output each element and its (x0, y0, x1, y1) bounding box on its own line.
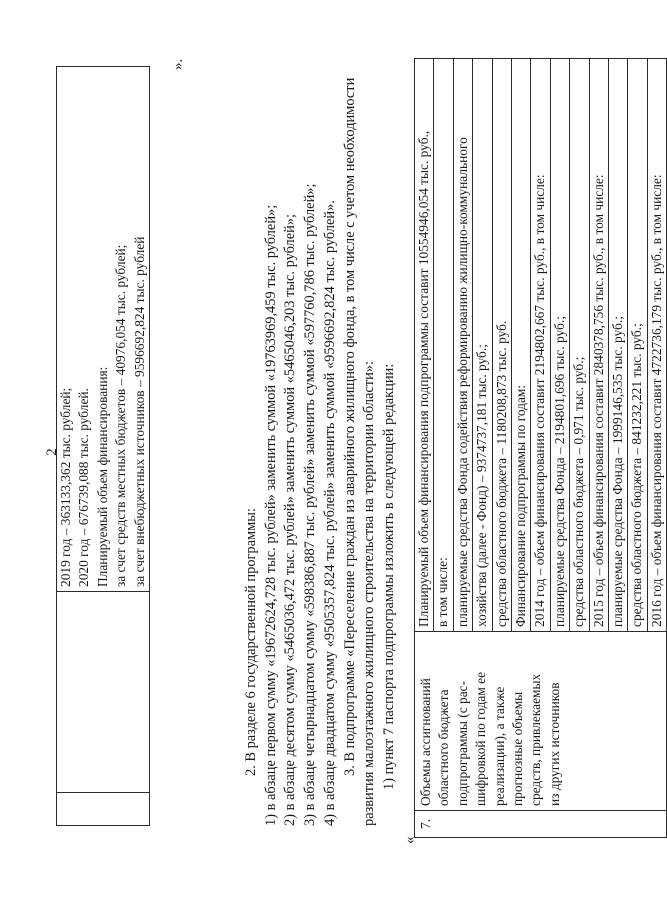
paragraph-line: 4) в абзаце двадцатом сумму «9505357,824 тыс. рублей» заменить суммой «9596692,824 тыс. рублей». (321, 200, 338, 826)
label-line: шифровкой по годам ее (473, 671, 489, 806)
detail-line: в том числе: (434, 59, 453, 631)
label-line: областного бюджета (436, 689, 452, 806)
detail-line: 2015 год – объем финансирования составит 2840378,756 тыс. руб., в том числе: (590, 59, 609, 631)
amendment-text (242, 56, 400, 826)
paragraph-line: 3. В подпрограмме «Переселение граждан из аварийного жилищного фонда, в том числе с учетом необходимости (341, 77, 358, 776)
label-line: реализации), а также (491, 686, 507, 806)
item-number: 7. (415, 811, 667, 838)
financing-details-cell (415, 59, 667, 632)
paragraph-line: 1) пункт 7 паспорта подпрограммы изложить в следующей редакции: (380, 363, 397, 790)
rotated-document-page (20, 42, 664, 862)
detail-line: 2016 год – объем финансирования составит 4722736,179 тыс. руб., в том числе: (648, 174, 664, 627)
label-line: из других источников (546, 682, 562, 806)
label-line: прогнозные объемы (510, 691, 526, 806)
detail-line: 2014 год – объем финансирования составит 2194802,667 тыс. руб., в том числе: (531, 59, 550, 631)
label-line: средств, привлекаемых (528, 673, 544, 806)
empty-number-cell (57, 793, 150, 826)
paragraph-line: 2) в абзаце десятом сумму «5465036,472 тыс. рублей» заменить суммой «5465046,203 тыс. рублей»; (282, 213, 299, 826)
detail-line: планируемые средства Фонда содействия реформированию жилищно-коммунального (454, 59, 473, 631)
paragraph-line: 3) в абзаце четырнадцатом сумму «598386,887 тыс. рублей» заменить суммой «597760,786 тыс. рублей»; (302, 183, 319, 826)
table-line: 2019 год – 363133,362 тыс. рублей; (58, 387, 73, 587)
item-label (415, 632, 667, 811)
page-number: 2 (44, 448, 60, 456)
table-line: за счет средств местных бюджетов – 40976,054 тыс. рублей; (113, 244, 129, 587)
detail-line: планируемые средства Фонда – 2194801,696 тыс. руб.; (551, 59, 570, 631)
closing-quote: ». (170, 58, 186, 70)
detail-line: хозяйства (далее - Фонд) – 9374737,181 тыс. руб.; (473, 59, 492, 631)
detail-line: средства областного бюджета – 1180208,873 тыс. руб. (493, 59, 512, 631)
subprogram-passport-table (414, 58, 667, 838)
empty-label-cell (57, 592, 150, 793)
financing-continuation-table (56, 66, 150, 826)
detail-line: средства областного бюджета – 841232,221 тыс. руб.; (628, 59, 647, 631)
detail-line: Планируемый объем финансирования подпрограммы составит 10554946,054 тыс. руб., (415, 59, 434, 631)
detail-line: средства областного бюджета – 0,971 тыс. руб.; (570, 59, 589, 631)
paragraph-line: 2. В разделе 6 государственной программы: (243, 508, 259, 776)
paragraph-line: развития малоэтажного жилищного строительства на территории области»: (361, 361, 378, 826)
opening-quote: « (402, 836, 418, 844)
label-line: Объемы ассигнований (418, 678, 433, 806)
table-line: 2020 год – 676739,088 тыс. рублей. (76, 388, 92, 587)
table-line: за счет внебюджетных источников – 9596692,824 тыс. рублей (131, 236, 147, 587)
table-line: Планируемый объем финансирования: (94, 366, 110, 587)
financing-text-cell (57, 67, 150, 592)
detail-line: планируемые средства Фонда – 1999146,535 тыс. руб.; (609, 59, 628, 631)
label-line: подпрограммы (с рас- (454, 680, 470, 806)
paragraph-line: 1) в абзаце первом сумму «19672624,728 тыс. рублей» заменить суммой «19763969,459 тыс. рублей»; (262, 204, 279, 826)
detail-line: Финансирование подпрограммы по годам: (512, 59, 531, 631)
